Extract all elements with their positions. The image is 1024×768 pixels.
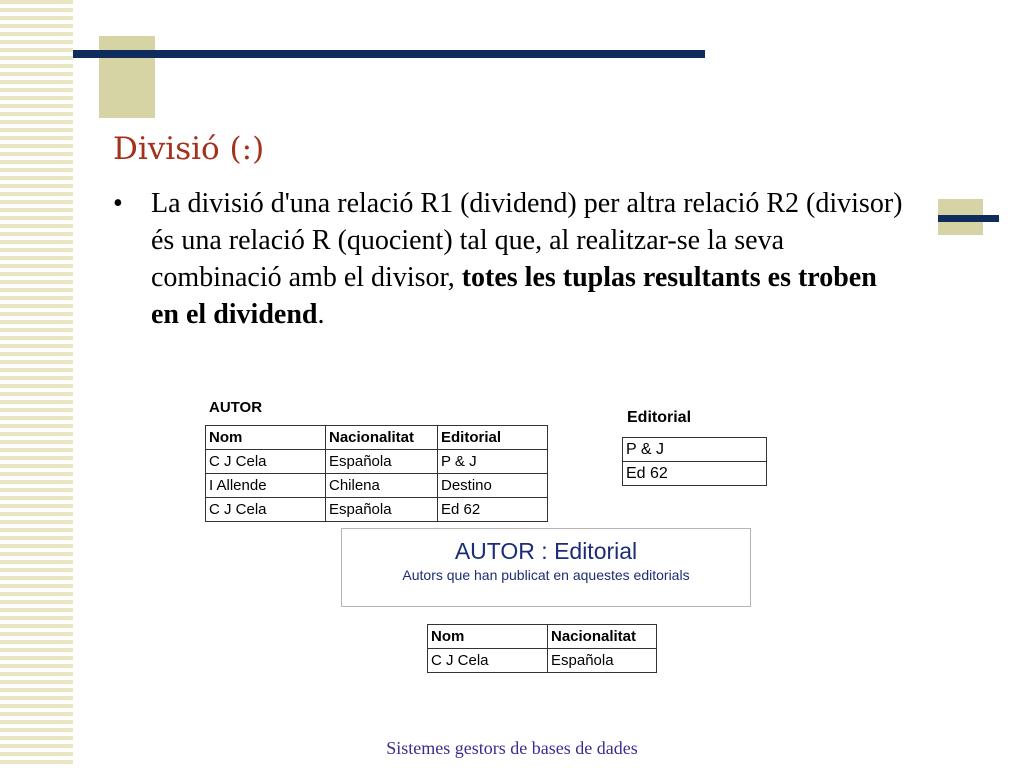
table-row [206,474,548,498]
table-row [428,649,657,673]
footer-text: Sistemes gestors de bases de dades [386,738,638,758]
table-cell: Española [326,498,438,522]
bullet-text [151,185,903,333]
slide-title: Divisió (:) [113,131,265,167]
division-note-box [341,528,751,607]
table-cell: Ed 62 [623,462,767,486]
table-cell: Ed 62 [438,498,548,522]
note-subtitle: Autors que han publicat en aquestes editorials [402,567,690,583]
bullet-text-plain: La divisió d'una relació R1 (dividend) per altra relació R2 (divisor) és una relació R (quocient) tal que, al realitzar-se la seva combinació amb el divisor, [151,188,903,293]
editorial-table [622,437,767,486]
olive-accent-block [99,36,155,118]
title-rule [73,50,705,58]
result-table [427,624,657,673]
table-row [623,438,767,462]
autor-table [205,425,548,522]
bullet-text-end: . [317,299,325,330]
table-cell: C J Cela [428,649,548,673]
side-rule [938,215,999,222]
table-cell: C J Cela [206,498,326,522]
note-title: AUTOR : Editorial [454,538,638,564]
table-cell: P & J [438,450,548,474]
table-cell: Española [326,450,438,474]
bullet-dot-icon: • [113,188,123,219]
table-cell: I Allende [206,474,326,498]
table-header-cell: Editorial [438,426,548,450]
table-header-cell: Nom [428,625,548,649]
table-row [206,498,548,522]
bullet-text-bold: totes les tuplas resultants es troben en el dividend [151,262,877,330]
table-cell: Destino [438,474,548,498]
table-cell: Española [548,649,657,673]
table-cell: Chilena [326,474,438,498]
table-header-cell: Nacionalitat [548,625,657,649]
table-header-cell: Nacionalitat [326,426,438,450]
table-row [206,450,548,474]
table-header-cell: Nom [206,426,326,450]
left-stripe-decoration [0,0,73,768]
autor-table-label: AUTOR [209,399,263,416]
editorial-table-label: Editorial [627,409,692,426]
table-cell: C J Cela [206,450,326,474]
table-row [623,462,767,486]
table-header-row [206,426,548,450]
table-header-row [428,625,657,649]
table-cell: P & J [623,438,767,462]
